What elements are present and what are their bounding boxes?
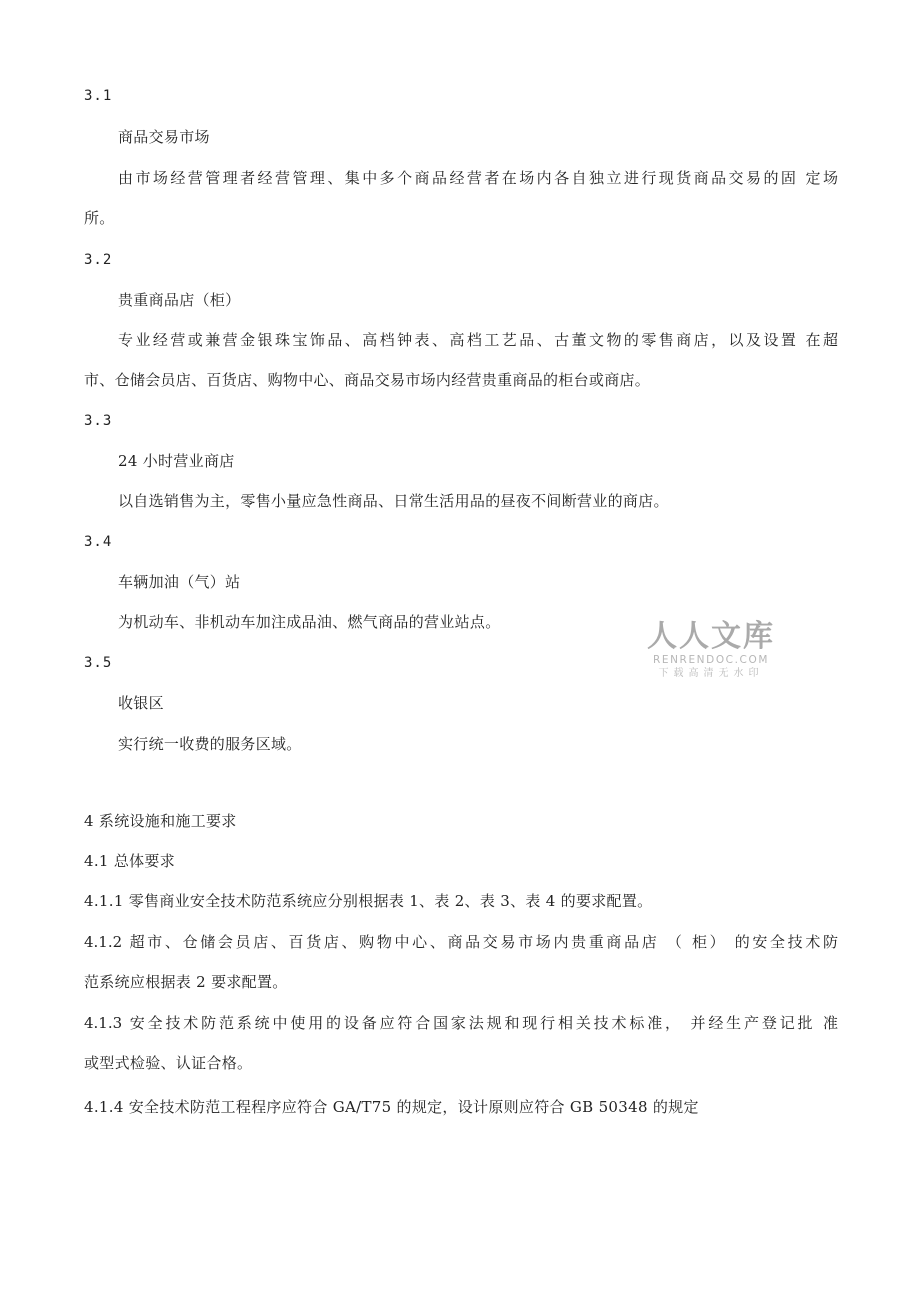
section-number-3-4: 3.4: [84, 534, 113, 550]
definition-3-3: 以自选销售为主，零售小量应急性商品、日常生活用品的昼夜不间断营业的商店。: [118, 492, 669, 510]
watermark-url: RENRENDOC.COM: [652, 654, 770, 666]
watermark-logo: [646, 620, 776, 680]
clause-4-1-4: 4.1.4 安全技术防范工程程序应符合 GA/T75 的规定，设计原则应符合 GB 50348 的规定: [84, 1098, 699, 1116]
section-number-3-3: 3.3: [84, 413, 113, 429]
watermark-subtitle: 下载高清无水印: [658, 668, 764, 679]
clause-4-1-3-line1: 4.1.3 安全技术防范系统中使用的设备应符合国家法规和现行相关技术标准， 并经生产登记批 准: [84, 1014, 838, 1032]
section-number-3-1: 3.1: [84, 88, 113, 104]
clause-4-1-2-line2: 范系统应根据表 2 要求配置。: [84, 973, 288, 991]
section-number-3-2: 3.2: [84, 252, 113, 268]
term-3-2: 贵重商品店（柜）: [118, 291, 241, 309]
definition-3-2-line2: 市、仓储会员店、百货店、购物中心、商品交易市场内经营贵重商品的柜台或商店。: [84, 371, 651, 389]
term-3-5: 收银区: [118, 694, 164, 712]
section-number-3-5: 3.5: [84, 655, 113, 671]
term-3-3: 24 小时营业商店: [118, 452, 235, 470]
clause-4-1-1: 4.1.1 零售商业安全技术防范系统应分别根据表 1、表 2、表 3、表 4 的要求配置。: [84, 892, 653, 910]
definition-3-5: 实行统一收费的服务区域。: [118, 735, 302, 753]
definition-3-1-line2: 所。: [84, 209, 115, 227]
term-3-4: 车辆加油（气）站: [118, 573, 241, 591]
clause-4-1-3-line2: 或型式检验、认证合格。: [84, 1054, 253, 1072]
definition-3-4: 为机动车、非机动车加注成品油、燃气商品的营业站点。: [118, 613, 501, 631]
watermark-title: 人人文库: [647, 619, 775, 654]
clause-4-1-2-line1: 4.1.2 超市、仓储会员店、百货店、购物中心、商品交易市场内贵重商品店 （ 柜） 的安全技术防: [84, 933, 838, 951]
term-3-1: 商品交易市场: [118, 128, 210, 146]
section-heading-4-1: 4.1 总体要求: [84, 852, 176, 870]
section-heading-4: 4 系统设施和施工要求: [84, 812, 237, 830]
definition-3-1-line1: 由市场经营管理者经营管理、集中多个商品经营者在场内各自独立进行现货商品交易的固 定场: [118, 169, 838, 187]
definition-3-2-line1: 专业经营或兼营金银珠宝饰品、高档钟表、高档工艺品、古董文物的零售商店，以及设置 在超: [118, 331, 838, 349]
